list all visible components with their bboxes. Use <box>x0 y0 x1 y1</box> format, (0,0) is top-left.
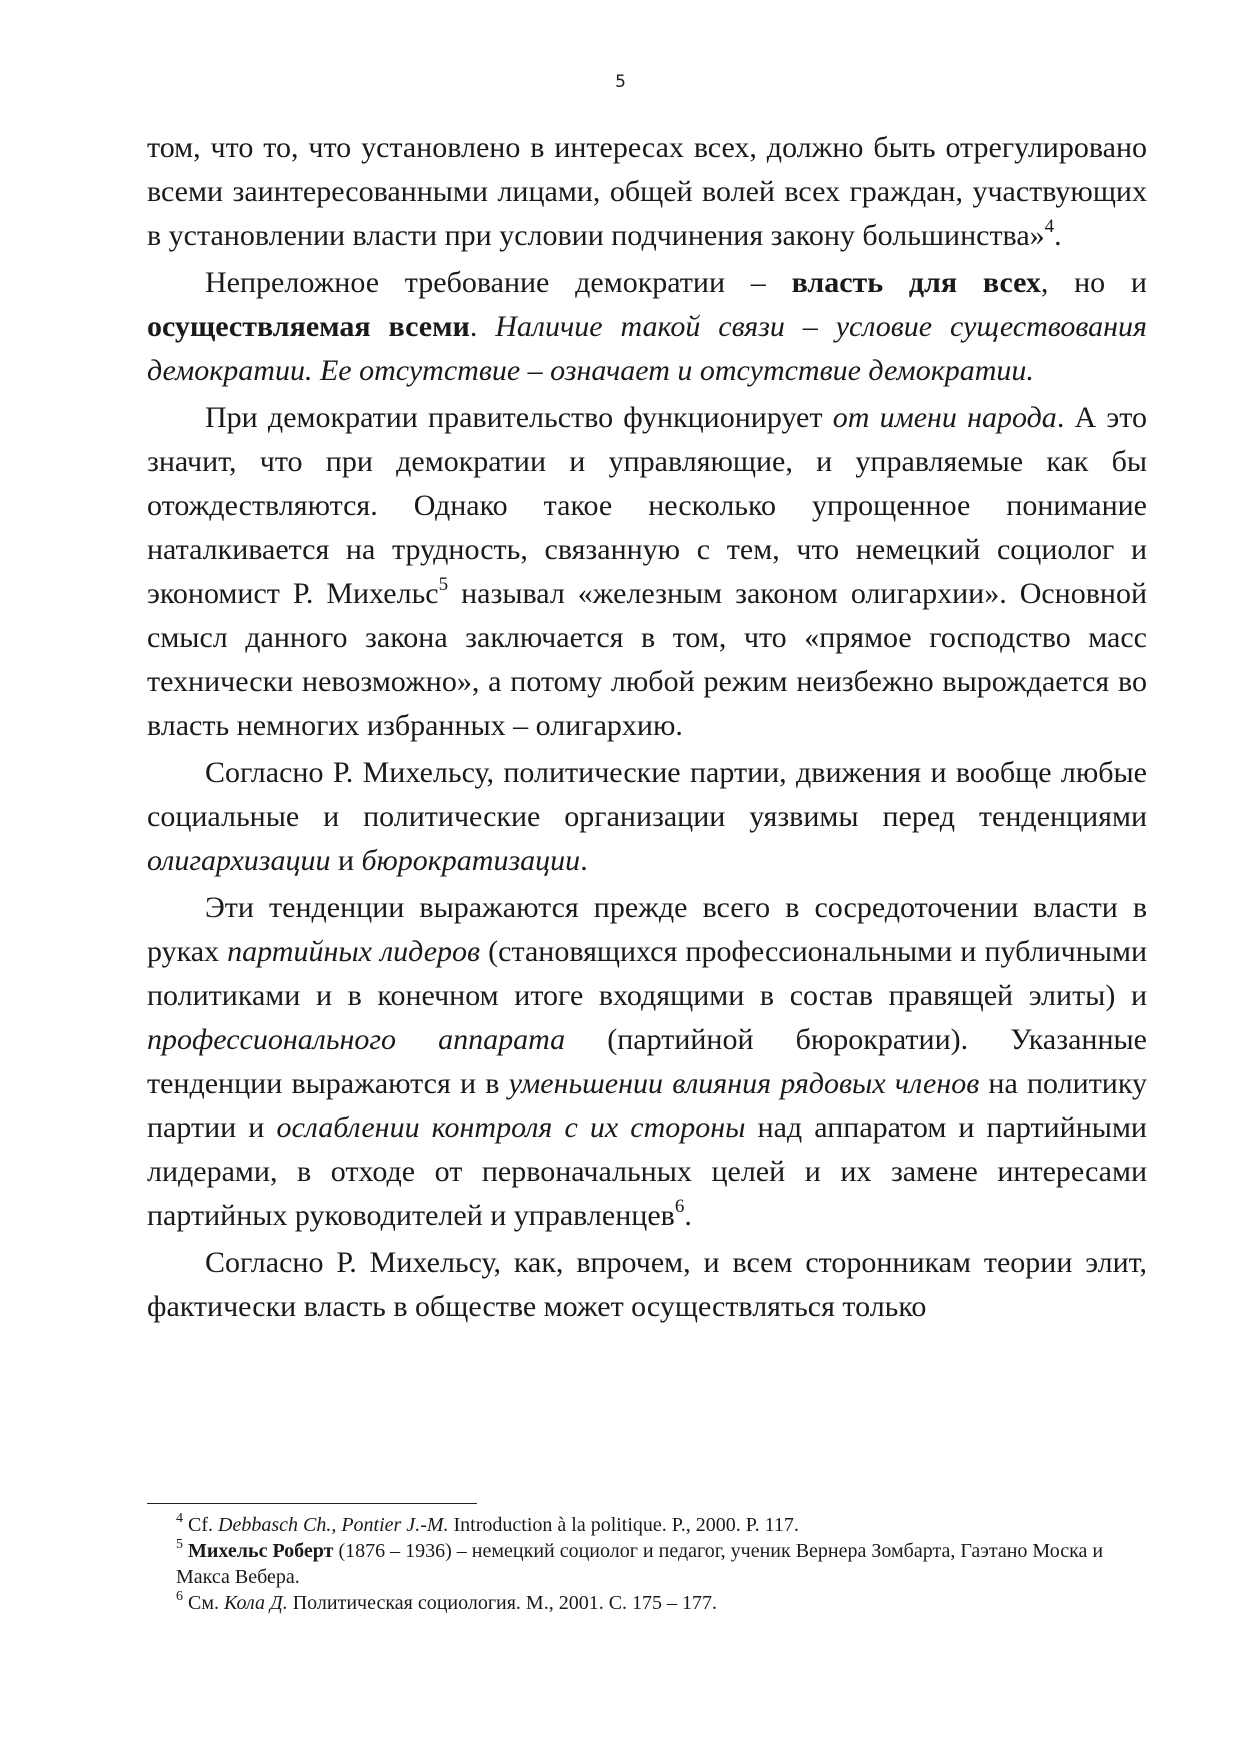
italic-phrase: партийных лидеров <box>227 935 481 968</box>
italic-phrase: ослаблении контроля с их стороны <box>276 1111 746 1144</box>
footnote-5 <box>176 1538 1148 1590</box>
text-run: При демократии правительство функционирует <box>205 401 833 434</box>
author-name: Кола Д. <box>224 1592 288 1614</box>
footnote-4 <box>176 1512 1148 1538</box>
text-run: на политику партии и <box>147 1067 1148 1144</box>
footnote-number: 5 <box>176 1537 183 1553</box>
text-run: и <box>330 844 362 877</box>
paragraph-4 <box>147 751 1147 883</box>
text-run: над аппаратом и партийными лидерами, в отходе от первоначальных целей и их замене интересами партийных руководителей и управленцев <box>147 1111 1147 1232</box>
italic-phrase: бюрократизации <box>361 844 581 877</box>
footnote-divider <box>147 1503 477 1504</box>
paragraph-3 <box>147 396 1147 748</box>
paragraph-1 <box>147 126 1147 258</box>
text-run: , но и <box>1040 266 1147 299</box>
text-run: . <box>684 1199 692 1232</box>
footnotes <box>176 1512 1148 1616</box>
text-run: (1876 – 1936) – немецкий социолог и педагог, ученик Вернера Зомбарта, Гаэтано Моска и Макса Вебера. <box>176 1540 1104 1588</box>
text-run: Согласно Р. Михельсу, как, впрочем, и всем сторонникам теории элит, фактически власть в обществе может осуществляться только <box>147 1246 1147 1323</box>
footnote-ref-4[interactable]: 4 <box>1044 216 1055 237</box>
bold-phrase: осуществляемая всеми <box>147 310 470 343</box>
paragraph-6 <box>147 1241 1147 1329</box>
text-run: Непреложное требование демократии – <box>205 266 792 299</box>
paragraph-5 <box>147 886 1147 1238</box>
footnote-ref-5[interactable]: 5 <box>438 574 449 595</box>
text-run: Introduction à la politique. P., 2000. P. 117. <box>448 1514 799 1536</box>
text-run: Политическая социология. М., 2001. С. 175 – 177. <box>287 1592 718 1614</box>
text-run: (партийной бюрократии). Указанные тенденции выражаются и в <box>147 1023 1147 1100</box>
italic-phrase: олигархизации <box>147 844 331 877</box>
bold-phrase: власть для всех <box>791 266 1041 299</box>
italic-phrase: от имени народа <box>832 401 1057 434</box>
footnote-6 <box>176 1590 1148 1616</box>
page-number: 5 <box>615 72 626 92</box>
text-run: Cf. <box>183 1514 218 1536</box>
text-run: называл «железным законом олигархии». Основной смысл данного закона заключается в том, что «прямое господство масс технически невозможно», а потому любой режим неизбежно вырождается во власть немногих избранных – олигархию. <box>147 577 1148 742</box>
footnote-ref-6[interactable]: 6 <box>674 1196 685 1217</box>
text-run: Согласно Р. Михельсу, политические партии, движения и вообще любые социальные и политические организации уязвимы перед тенденциями <box>147 756 1147 833</box>
paragraph-2 <box>147 261 1147 393</box>
footnote-number: 4 <box>176 1511 183 1527</box>
text-run: . <box>580 844 588 877</box>
text-run: (становящихся профессиональными и публичными политиками и в конечном итоге входящими в состав правящей элиты) и <box>147 935 1148 1012</box>
person-name: Михельс Роберт <box>188 1540 334 1562</box>
text-run: том, что то, что установлено в интересах всех, должно быть отрегулировано всеми заинтересованными лицами, общей волей всех граждан, участвующих в установлении власти при условии подчинения закону большинства» <box>147 131 1147 252</box>
text-run: . А это значит, что при демократии и управляющие, и управляемые как бы отождествляются. Однако такое несколько упрощенное понимание наталкивается на трудность, связанную с тем, что немецкий социолог и экономист Р. Михельс <box>147 401 1147 610</box>
text-run: Эти тенденции выражаются прежде всего в сосредоточении власти в руках <box>147 891 1147 968</box>
text-run: См. <box>183 1592 224 1614</box>
author-name: Debbasch Ch., Pontier J.-M. <box>218 1514 449 1536</box>
body-text <box>147 126 1147 1329</box>
italic-phrase: профессионального аппарата <box>147 1023 566 1056</box>
text-run: . <box>469 310 496 343</box>
italic-phrase: уменьшении влияния рядовых членов <box>508 1067 980 1100</box>
italic-phrase: Наличие такой связи – условие существования демократии. Ее отсутствие – означает и отсутствие демократии. <box>147 310 1148 387</box>
text-run: . <box>1054 219 1062 252</box>
footnote-number: 6 <box>176 1589 183 1605</box>
